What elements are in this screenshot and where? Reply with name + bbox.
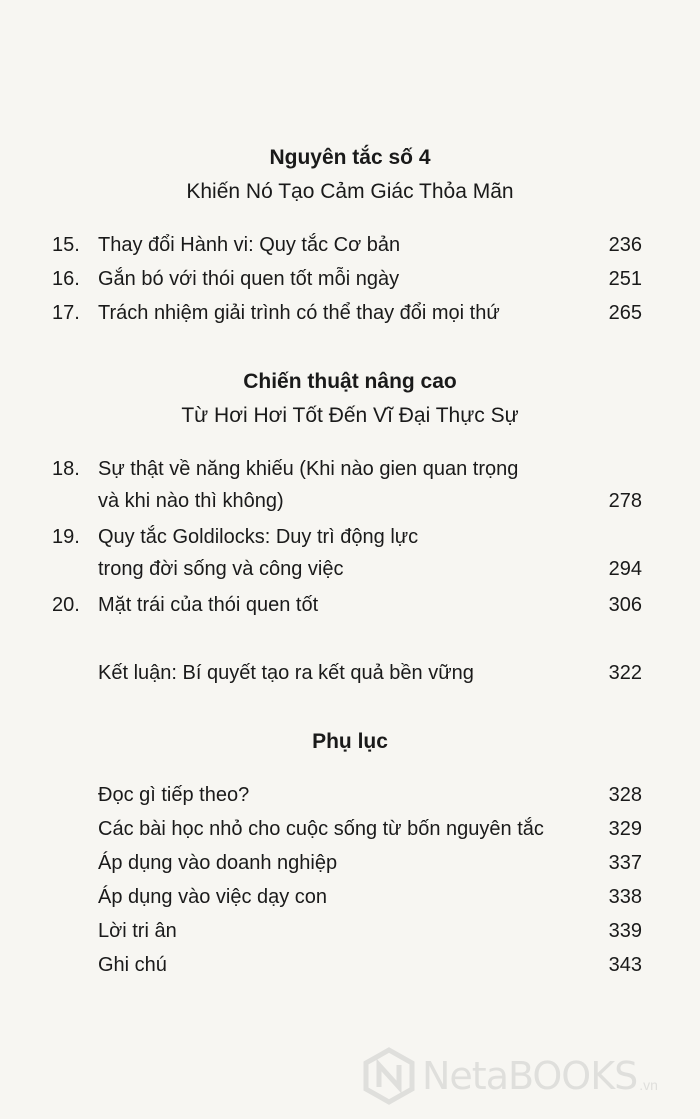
appendix-item[interactable]: Áp dụng vào việc dạy con	[98, 886, 328, 908]
conclusion-page: 322	[608, 662, 642, 684]
entry-title-continued: trong đời sống và công việc	[98, 558, 344, 580]
entry-title: Mặt trái của thói quen tốt	[98, 594, 319, 616]
appendix-item[interactable]: Lời tri ân	[98, 920, 177, 942]
watermark	[360, 1046, 690, 1106]
entry-title: Thay đổi Hành vi: Quy tắc Cơ bản	[98, 234, 401, 256]
entry-page: 236	[608, 234, 642, 256]
appendix-item[interactable]: Áp dụng vào doanh nghiệp	[98, 852, 338, 874]
entry-title: Sự thật về năng khiếu (Khi nào gien quan trọng	[98, 458, 519, 480]
entry-title-continued: và khi nào thì không)	[98, 490, 284, 512]
section-subtitle: Khiến Nó Tạo Cảm Giác Thỏa Mãn	[186, 180, 514, 203]
entry-title: Gắn bó với thói quen tốt mỗi ngày	[98, 268, 400, 290]
appendix-page: 339	[608, 920, 642, 942]
entry-number: 16.	[52, 268, 80, 290]
entry-page: 265	[608, 302, 642, 324]
appendix-item[interactable]: Ghi chú	[98, 954, 167, 976]
appendix-item[interactable]: Các bài học nhỏ cho cuộc sống từ bốn nguyên tắc	[98, 818, 544, 840]
entry-page: 251	[608, 268, 642, 290]
entry-number: 15.	[52, 234, 80, 256]
appendix-page: 338	[608, 886, 642, 908]
conclusion-title[interactable]: Kết luận: Bí quyết tạo ra kết quả bền vững	[98, 662, 474, 684]
watermark-tld: .vn	[639, 1077, 658, 1093]
entry-number: 18.	[52, 458, 80, 480]
section-subtitle: Từ Hơi Hơi Tốt Đến Vĩ Đại Thực Sự	[181, 404, 519, 427]
entry-number: 20.	[52, 594, 80, 616]
entry-title: Trách nhiệm giải trình có thể thay đổi mọi thứ	[98, 302, 500, 324]
appendix-page: 337	[608, 852, 642, 874]
appendix-item[interactable]: Đọc gì tiếp theo?	[98, 784, 250, 806]
entry-page: 294	[608, 558, 642, 580]
watermark-brand: NetaBOOKS	[422, 1054, 638, 1098]
entry-number: 17.	[52, 302, 80, 324]
entry-number: 19.	[52, 526, 80, 548]
appendix-page: 343	[608, 954, 642, 976]
appendix-page: 329	[608, 818, 642, 840]
entry-title: Quy tắc Goldilocks: Duy trì động lực	[98, 526, 419, 548]
appendix-page: 328	[608, 784, 642, 806]
section-title: Chiến thuật nâng cao	[243, 370, 457, 393]
section-title: Phụ lục	[312, 730, 388, 753]
entry-page: 278	[608, 490, 642, 512]
section-title: Nguyên tắc số 4	[269, 146, 431, 169]
netabooks-logo-icon	[360, 1047, 418, 1105]
entry-page: 306	[608, 594, 642, 616]
